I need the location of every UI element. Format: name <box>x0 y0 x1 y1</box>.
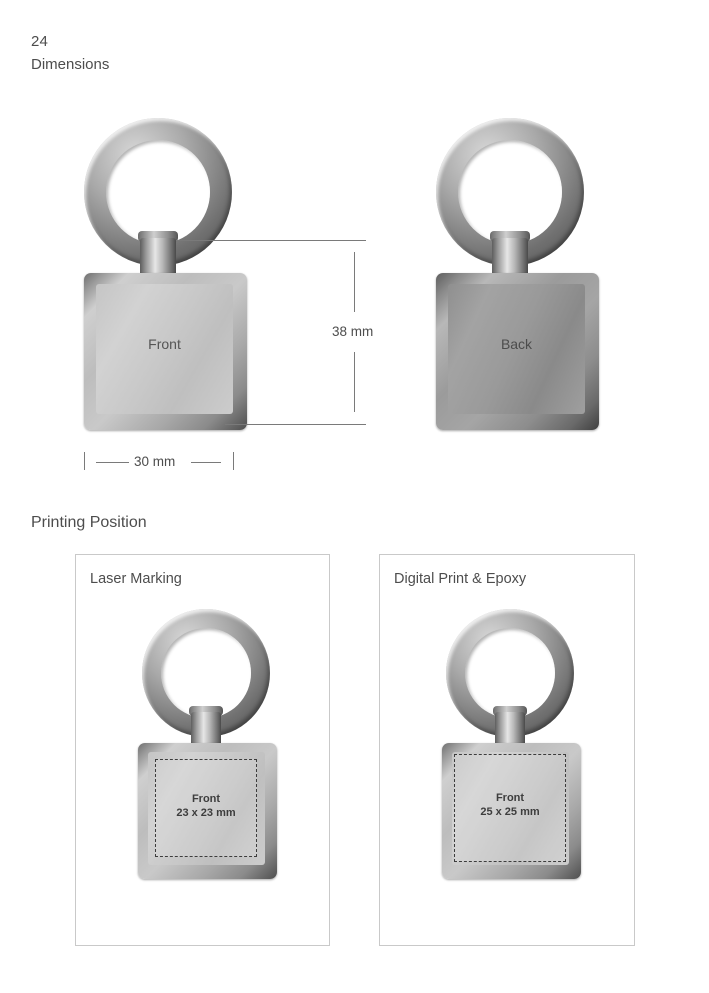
width-dim-label: 30 mm <box>134 454 176 469</box>
print-area-size-laser: 23 x 23 mm <box>176 807 236 819</box>
section-title-printing: Printing Position <box>31 514 147 531</box>
plate-face-front <box>96 284 233 414</box>
printing-position-card-digital <box>379 554 635 946</box>
height-dim-line-lower <box>354 352 355 412</box>
split-ring-laser-inner-highlight <box>161 628 251 718</box>
keyring-laser-view <box>132 609 284 919</box>
width-dim-tick-left <box>84 452 85 470</box>
width-dim-line-right <box>191 462 221 463</box>
bail <box>140 238 176 278</box>
keyring-plate-front <box>84 273 247 430</box>
section-title-dimensions: Dimensions <box>31 56 110 73</box>
height-dim-leader-bottom <box>225 424 366 425</box>
split-ring-back-inner-highlight <box>458 140 562 244</box>
keyring-back-view <box>430 118 620 430</box>
print-area-digital <box>454 754 566 862</box>
keyring-digital-view <box>436 609 588 919</box>
height-dim-label: 38 mm <box>332 324 374 339</box>
bail-back <box>492 238 528 278</box>
print-area-label-digital: Front <box>495 792 525 804</box>
print-area-caption-digital <box>455 791 565 819</box>
front-label: Front <box>148 336 181 352</box>
back-label: Back <box>500 336 533 352</box>
width-dim-line-left <box>96 462 129 463</box>
height-dim-line <box>354 252 355 312</box>
plate-face-back <box>448 284 585 414</box>
printing-method-title-laser: Laser Marking <box>90 571 182 587</box>
keyring-plate-digital <box>442 743 581 879</box>
printing-position-card-laser <box>75 554 330 946</box>
split-ring-inner-highlight <box>106 140 210 244</box>
printing-method-title-digital: Digital Print & Epoxy <box>394 571 527 587</box>
print-area-label-laser: Front <box>191 793 221 805</box>
print-area-size-digital: 25 x 25 mm <box>480 806 540 818</box>
height-dim-leader-top <box>176 240 366 241</box>
keyring-plate-laser <box>138 743 277 879</box>
keyring-plate-back <box>436 273 599 430</box>
print-area-laser <box>155 759 257 857</box>
width-dim-tick-right <box>233 452 234 470</box>
page-number: 24 <box>31 33 48 50</box>
plate-face-digital <box>452 752 569 865</box>
split-ring-digital-inner-highlight <box>465 628 555 718</box>
print-area-caption-laser <box>156 792 256 820</box>
keyring-front-view <box>78 118 268 430</box>
plate-face-laser <box>148 752 265 865</box>
